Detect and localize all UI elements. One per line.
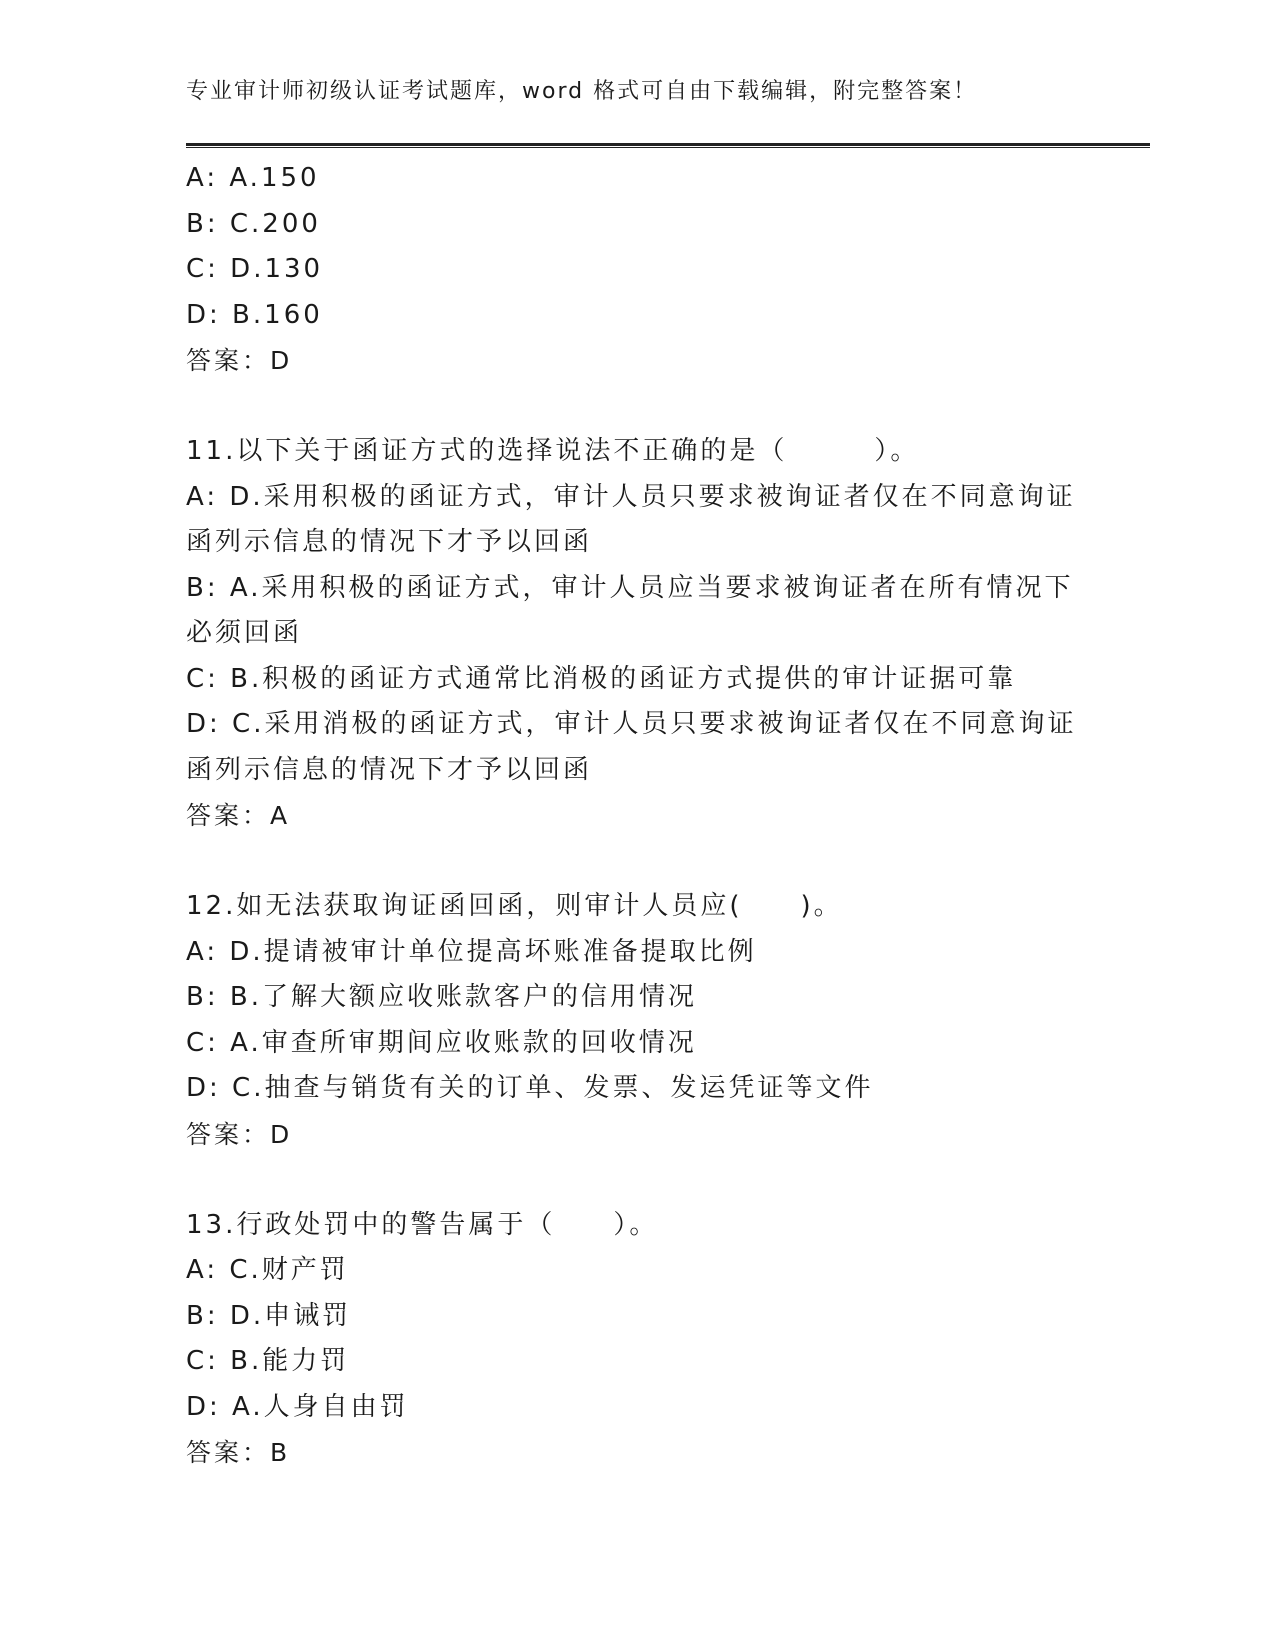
option-a: A: C.财产罚 [186,1255,349,1285]
option-c: C: A.审查所审期间应收账款的回收情况 [186,1027,697,1058]
answer-line: 答案：D [186,1119,293,1149]
answer-line: 答案：A [186,801,291,830]
option-d: D: C.采用消极的函证方式，审计人员只要求被询证者仅在不同意询证函列示信息的情况下才予以回函 [186,709,1077,785]
option-b: B: C.200 [186,208,321,239]
question-block [186,429,1086,839]
option-c: C: D.130 [186,254,324,284]
option-b: B: B.了解大额应收账款客户的信用情况 [186,982,697,1012]
answer-line: 答案：B [186,1438,291,1467]
option-c: C: B.能力罚 [186,1346,350,1376]
answer-line: 答案：D [186,346,293,375]
option-b: B: D.申诫罚 [186,1300,352,1331]
option-d: D: B.160 [186,299,323,330]
question-stem: 12.如无法获取询证函回函，则审计人员应( )。 [186,891,843,921]
option-a: A: D.提请被审计单位提高坏账准备提取比例 [186,936,757,967]
option-b: B: A.采用积极的函证方式，审计人员应当要求被询证者在所有情况下必须回函 [186,572,1074,648]
option-a: A: A.150 [186,163,320,193]
option-c: C: B.积极的函证方式通常比消极的函证方式提供的审计证据可靠 [186,663,1017,694]
question-stem: 13.行政处罚中的警告属于（ ）。 [186,1209,659,1240]
question-block [186,884,1086,1157]
option-d: D: A.人身自由罚 [186,1391,409,1422]
option-a: A: D.采用积极的函证方式，审计人员只要求被询证者仅在不同意询证函列示信息的情况下才予以回函 [186,481,1076,557]
question-list [186,156,1086,1476]
option-d: D: C.抽查与销货有关的订单、发票、发运凭证等文件 [186,1073,874,1103]
question-block [186,1203,1086,1476]
question-block [186,156,1086,384]
header-divider [186,143,1150,148]
page-header: 专业审计师初级认证考试题库，word 格式可自由下载编辑，附完整答案！ [186,79,978,104]
question-stem: 11.以下关于函证方式的选择说法不正确的是（ ）。 [186,436,920,466]
